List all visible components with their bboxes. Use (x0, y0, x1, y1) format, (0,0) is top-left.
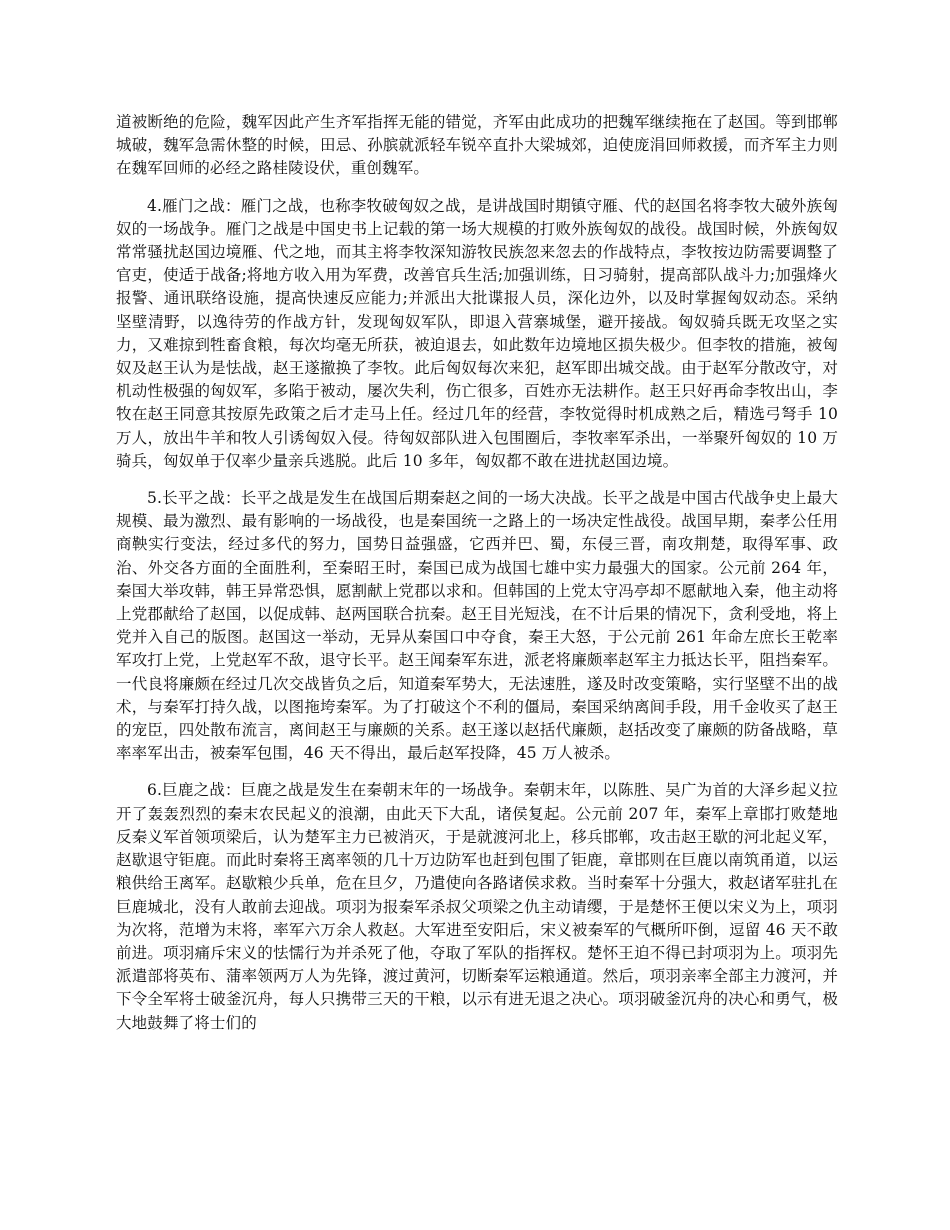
paragraph-changping-battle: 5.长平之战：长平之战是发生在战国后期秦赵之间的一场大决战。长平之战是中国古代战争史上最大规模、最为激烈、最有影响的一场战役，也是秦国统一之路上的一场决定性战役。战国早期，秦孝公任用商鞅实行变法，经过多代的努力，国势日益强盛，它西并巴、蜀，东侵三晋，南攻荆楚，取得军事、政治、外交各方面的全面胜利，至秦昭王时，秦国已成为战国七雄中实力最强大的国家。公元前 264 年，秦国大举攻韩，韩王异常恐惧，愿割献上党郡以求和。但韩国的上党太守冯亭却不愿献地入秦，他主动将上党郡献给了赵国，以促成韩、赵两国联合抗秦。赵王目光短浅，在不计后果的情况下，贪利受地，将上党并入自己的版图。赵国这一举动，无异从秦国口中夺食，秦王大怒，于公元前 261 年命左庶长王乾率军攻打上党，上党赵军不敌，退守长平。赵王闻秦军东进，派老将廉颇率赵军主力抵达长平，阻挡秦军。一代良将廉颇在经过几次交战皆负之后，知道秦军势大，无法速胜，遂及时改变策略，实行坚壁不出的战术，与秦军打持久战，以图拖垮秦军。为了打破这个不利的僵局，秦国采纳离间手段，用千金收买了赵王的宠臣，四处散布流言，离间赵王与廉颇的关系。赵王遂以赵括代廉颇，赵括改变了廉颇的防备战略，草率率军出击，被秦军包围，46 天不得出，最后赵军投降，45 万人被杀。 (116, 489, 838, 763)
paragraph-continuation: 道被断绝的危险，魏军因此产生齐军指挥无能的错觉，齐军由此成功的把魏军继续拖在了赵国。等到邯郸城破，魏军急需休整的时候，田忌、孙膑就派轻车锐卒直扑大梁城郊，迫使庞涓回师救援，而齐军主力则在魏军回师的必经之路桂陵设伏，重创魏军。 (116, 113, 838, 178)
paragraph-yanmen-battle: 4.雁门之战：雁门之战，也称李牧破匈奴之战，是讲战国时期镇守雁、代的赵国名将李牧大破外族匈奴的一场战争。雁门之战是中国史书上记载的第一场大规模的打败外族匈奴的战役。战国时候，外族匈奴常常骚扰赵国边境雁、代之地，而其主将李牧深知游牧民族忽来忽去的作战特点，李牧按边防需要调整了官吏，使适于战备;将地方收入用为军费，改善官兵生活;加强训练，日习骑射，提高部队战斗力;加强烽火报警、通讯联络设施，提高快速反应能力;并派出大批谍报人员，深化边外，以及时掌握匈奴动态。采纳坚壁清野，以逸待劳的作战方针，发现匈奴军队，即退入营寨城堡，避开接战。匈奴骑兵既无攻坚之实力，又难掠到牲畜食粮，每次均毫无所获，被迫退去，如此数年边境地区损失极少。但李牧的措施，被匈奴及赵王认为是怯战，赵王遂撤换了李牧。此后匈奴每次来犯，赵军即出城交战。由于赵军分散改守，对机动性极强的匈奴军，多陷于被动，屡次失利，伤亡很多，百姓亦无法耕作。赵王只好再命李牧出山，李牧在赵王同意其按原先政策之后才走马上任。经过几年的经营，李牧觉得时机成熟之后，精选弓弩手 10 万人，放出牛羊和牧人引诱匈奴入侵。待匈奴部队进入包围圈后，李牧率军杀出，一举聚歼匈奴的 10 万骑兵，匈奴单于仅率少量亲兵逃脱。此后 10 多年，匈奴都不敢在进扰赵国边境。 (116, 196, 838, 470)
document-page (116, 111, 838, 1049)
paragraph-julu-battle: 6.巨鹿之战：巨鹿之战是发生在秦朝末年的一场战争。秦朝末年，以陈胜、吴广为首的大泽乡起义拉开了轰轰烈烈的秦末农民起义的浪潮，由此天下大乱，诸侯复起。公元前 207 年，秦军上章邯打败楚地反秦义军首领项梁后，认为楚军主力已被消灭，于是就渡河北上，移兵邯郸，攻击赵王歇的河北起义军，赵歇退守钜鹿。而此时秦将王离率领的几十万边防军也赶到包围了钜鹿，章邯则在巨鹿以南筑甬道，以运粮供给王离军。赵歇粮少兵单，危在旦夕，乃遣使向各路诸侯求救。当时秦军十分强大，救赵诸军驻扎在巨鹿城北，没有人敢前去迎战。项羽为报秦军杀叔父项梁之仇主动请缨，于是楚怀王便以宋义为上，项羽为次将，范增为末将，率军六万余人救赵。大军进至安阳后，宋义被秦军的气概所吓倒，逗留 46 天不敢前进。项羽痛斥宋义的怯懦行为并杀死了他，夺取了军队的指挥权。楚怀王迫不得已封项羽为上。项羽先派遣部将英布、蒲率领两万人为先锋，渡过黄河，切断秦军运粮通道。然后，项羽亲率全部主力渡河，并下令全军将士破釜沉舟，每人只携带三天的干粮，以示有进无退之决心。项羽破釜沉舟的决心和勇气，极大地鼓舞了将士们的 (116, 781, 838, 1032)
